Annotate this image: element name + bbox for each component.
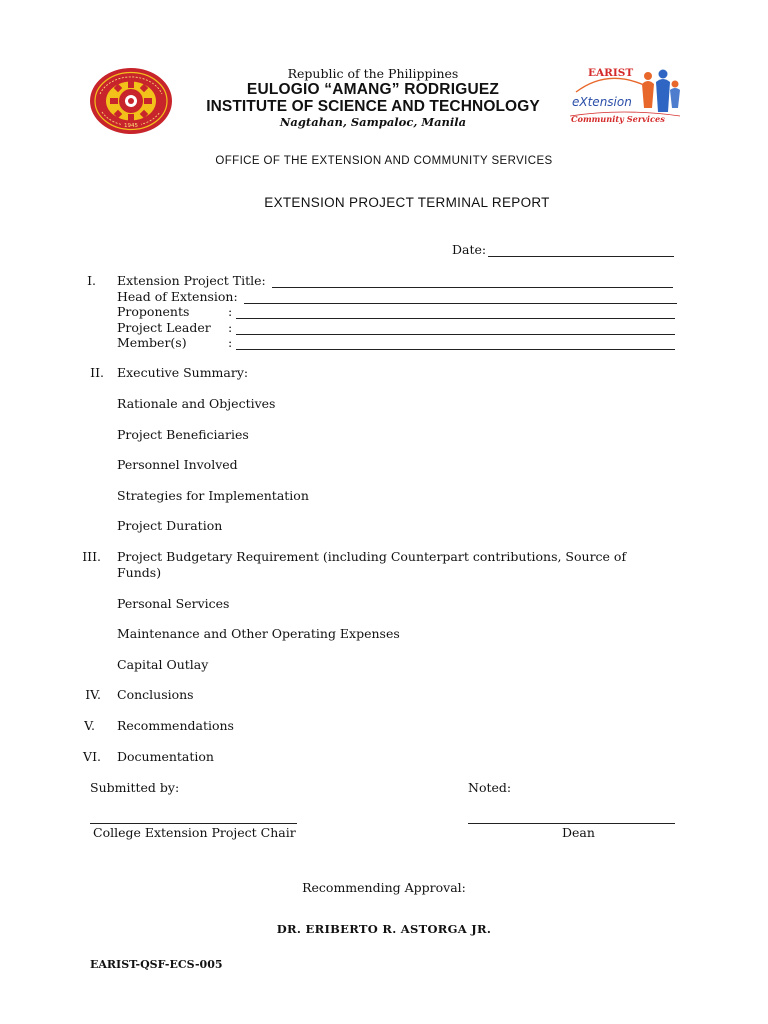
- project-leader-colon: :: [228, 320, 233, 335]
- duration-item: Project Duration: [117, 518, 223, 533]
- section-4-numeral: IV.: [85, 687, 101, 702]
- members-field[interactable]: [236, 349, 675, 350]
- section-2-numeral: II.: [90, 365, 104, 380]
- budget-heading-line2: Funds): [117, 565, 162, 580]
- mooe-item: Maintenance and Other Operating Expenses: [117, 626, 400, 641]
- head-of-extension-field[interactable]: [244, 303, 677, 304]
- seal-year: 1945: [124, 123, 138, 129]
- community-services-text: Community Services: [571, 114, 665, 124]
- project-title-field[interactable]: [272, 287, 673, 288]
- republic-heading: Republic of the Philippines: [287, 66, 459, 81]
- chair-title: College Extension Project Chair: [93, 825, 296, 840]
- project-leader-label: Project Leader: [117, 320, 211, 335]
- rationale-item: Rationale and Objectives: [117, 396, 276, 411]
- documentation-heading: Documentation: [117, 749, 214, 764]
- form-code: EARIST-QSF-ECS-005: [90, 958, 223, 971]
- strategies-item: Strategies for Implementation: [117, 488, 309, 503]
- personal-services-item: Personal Services: [117, 596, 230, 611]
- chair-signature-line[interactable]: [90, 823, 297, 824]
- date-label: Date:: [452, 242, 487, 257]
- budget-heading-line1: Project Budgetary Requirement (including Counterpart contributions, Source of: [117, 549, 627, 564]
- recommendations-heading: Recommendations: [117, 718, 234, 733]
- proponents-field[interactable]: [236, 318, 675, 319]
- beneficiaries-item: Project Beneficiaries: [117, 427, 249, 442]
- noted-label: Noted:: [468, 780, 512, 795]
- dean-title: Dean: [562, 825, 595, 840]
- institute-name-line1: EULOGIO “AMANG” RODRIGUEZ: [246, 81, 500, 98]
- section-6-numeral: VI.: [83, 749, 101, 764]
- earist-brand-text: EARIST: [588, 67, 634, 79]
- project-leader-field[interactable]: [236, 334, 675, 335]
- personnel-item: Personnel Involved: [117, 457, 238, 472]
- institute-address: Nagtahan, Sampaloc, Manila: [279, 115, 467, 129]
- conclusions-heading: Conclusions: [117, 687, 194, 702]
- capital-outlay-item: Capital Outlay: [117, 657, 209, 672]
- extension-text: eXtension: [572, 95, 632, 109]
- office-heading: OFFICE OF THE EXTENSION AND COMMUNITY SERVICES: [215, 155, 553, 167]
- executive-summary-heading: Executive Summary:: [117, 365, 249, 380]
- institute-name-line2: INSTITUTE OF SCIENCE AND TECHNOLOGY: [206, 98, 540, 115]
- submitted-by-label: Submitted by:: [90, 780, 180, 795]
- members-label: Member(s): [117, 335, 187, 350]
- dean-signature-line[interactable]: [468, 823, 675, 824]
- proponents-colon: :: [228, 304, 233, 319]
- section-3-numeral: III.: [82, 549, 101, 564]
- head-of-extension-label: Head of Extension:: [117, 289, 238, 304]
- section-5-numeral: V.: [84, 718, 95, 733]
- project-title-label: Extension Project Title:: [117, 273, 266, 288]
- members-colon: :: [228, 335, 233, 350]
- recommending-approval-label: Recommending Approval:: [302, 880, 466, 895]
- date-field[interactable]: [488, 256, 674, 257]
- approver-name: DR. ERIBERTO R. ASTORGA JR.: [276, 922, 492, 936]
- proponents-label: Proponents: [117, 304, 190, 319]
- report-title: EXTENSION PROJECT TERMINAL REPORT: [264, 195, 550, 210]
- section-1-numeral: I.: [87, 273, 96, 288]
